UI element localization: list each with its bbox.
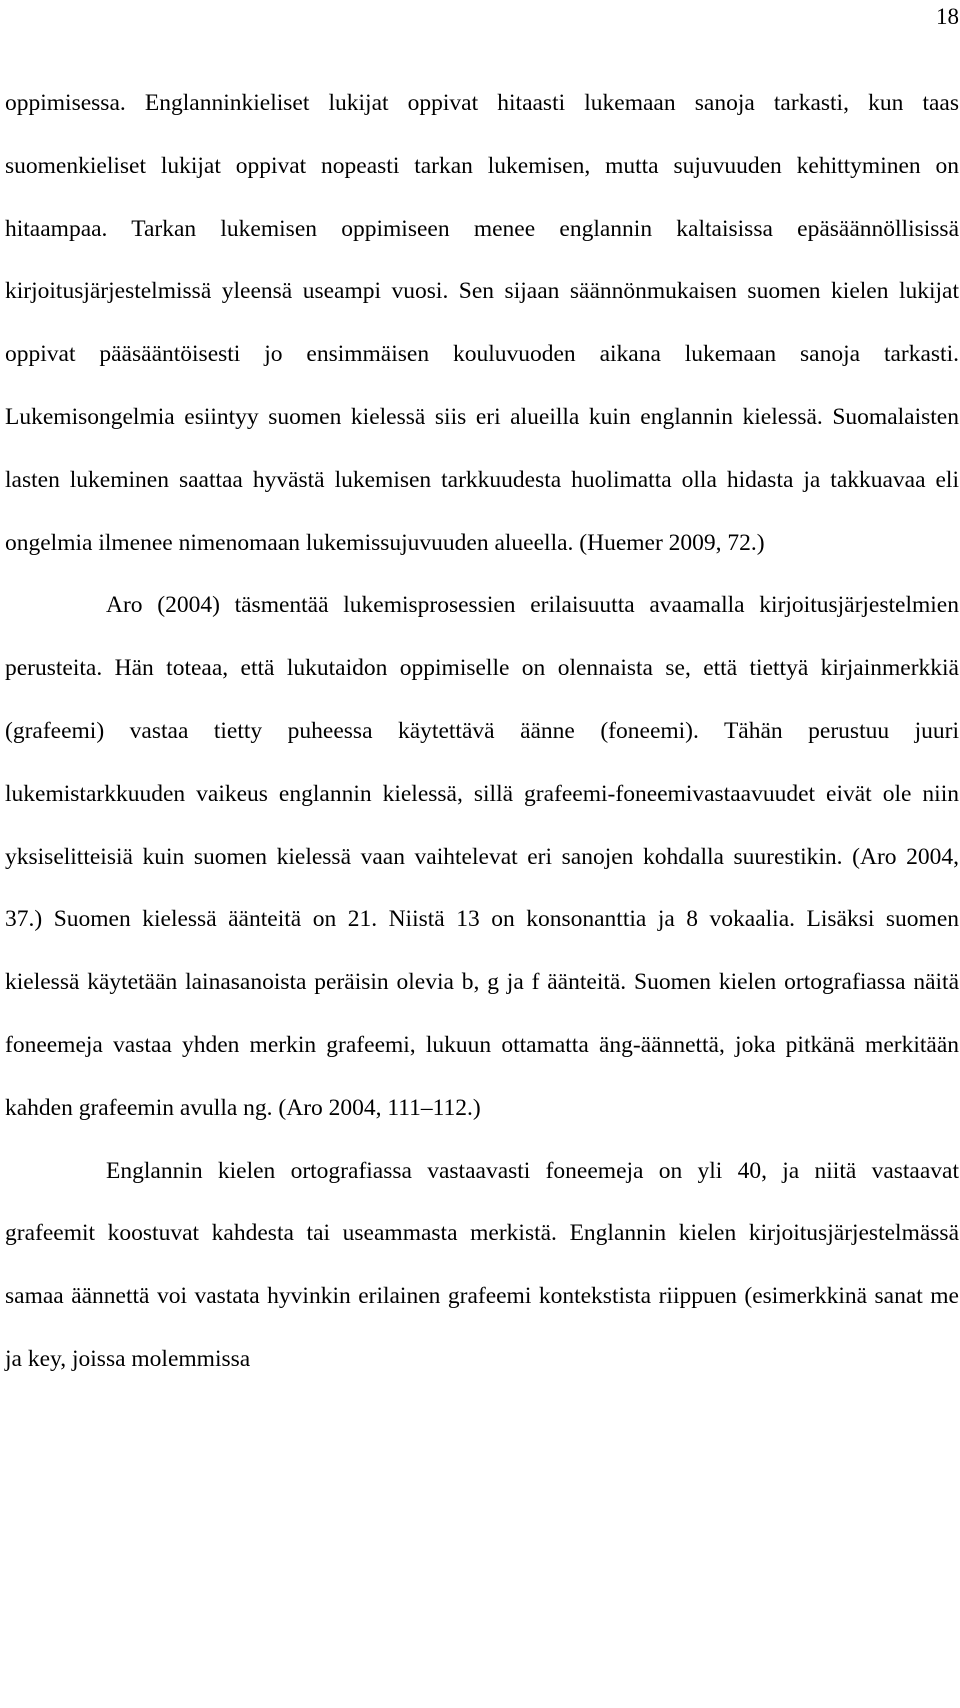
- document-body: [5, 72, 959, 1391]
- paragraph: oppimisessa. Englanninkieliset lukijat oppivat hitaasti lukemaan sanoja tarkasti, kun taas suomenkieliset lukijat oppivat nopeasti tarkan lukemisen, mutta sujuvuuden kehittyminen on hitaampaa. Tarkan lukemisen oppimiseen menee englannin kaltaisissa epäsäännöllisissä kirjoitusjärjestelmissä yleensä useampi vuosi. Sen sijaan säännönmukaisen suomen kielen lukijat oppivat pääsääntöisesti jo ensimmäisen kouluvuoden aikana lukemaan sanoja tarkasti. Lukemisongelmia esiintyy suomen kielessä siis eri alueilla kuin englannin kielessä. Suomalaisten lasten lukeminen saattaa hyvästä lukemisen tarkkuudesta huolimatta olla hidasta ja takkuavaa eli ongelmia ilmenee nimenomaan lukemissujuvuuden alueella. (Huemer 2009, 72.): [5, 90, 959, 556]
- paragraph: Englannin kielen ortografiassa vastaavasti foneemeja on yli 40, ja niitä vastaavat grafeemit koostuvat kahdesta tai useammasta merkistä. Englannin kielen kirjoitusjärjestelmässä samaa äännettä voi vastata hyvinkin erilainen grafeemi kontekstista riippuen (esimerkkinä sanat me ja key, joissa molemmissa: [5, 1157, 959, 1372]
- page-number: 18: [936, 4, 959, 29]
- paragraph: Aro (2004) täsmentää lukemisprosessien erilaisuutta avaamalla kirjoitusjärjestelmien perusteita. Hän toteaa, että lukutaidon oppimiselle on olennaista se, että tiettyä kirjainmerkkiä (grafeemi) vastaa tietty puheessa käytettävä äänne (foneemi). Tähän perustuu juuri lukemistarkkuuden vaikeus englannin kielessä, sillä grafeemi-foneemivastaavuudet eivät ole niin yksiselitteisiä kuin suomen kielessä vaan vaihtelevat eri sanojen kohdalla suurestikin. (Aro 2004, 37.) Suomen kielessä äänteitä on 21. Niistä 13 on konsonanttia ja 8 vokaalia. Lisäksi suomen kielessä käytetään lainasanoista peräisin olevia b, g ja f äänteitä. Suomen kielen ortografiassa näitä foneemeja vastaa yhden merkin grafeemi, lukuun ottamatta äng-äännettä, joka pitkänä merkitään kahden grafeemin avulla ng. (Aro 2004, 111–112.): [5, 592, 959, 1121]
